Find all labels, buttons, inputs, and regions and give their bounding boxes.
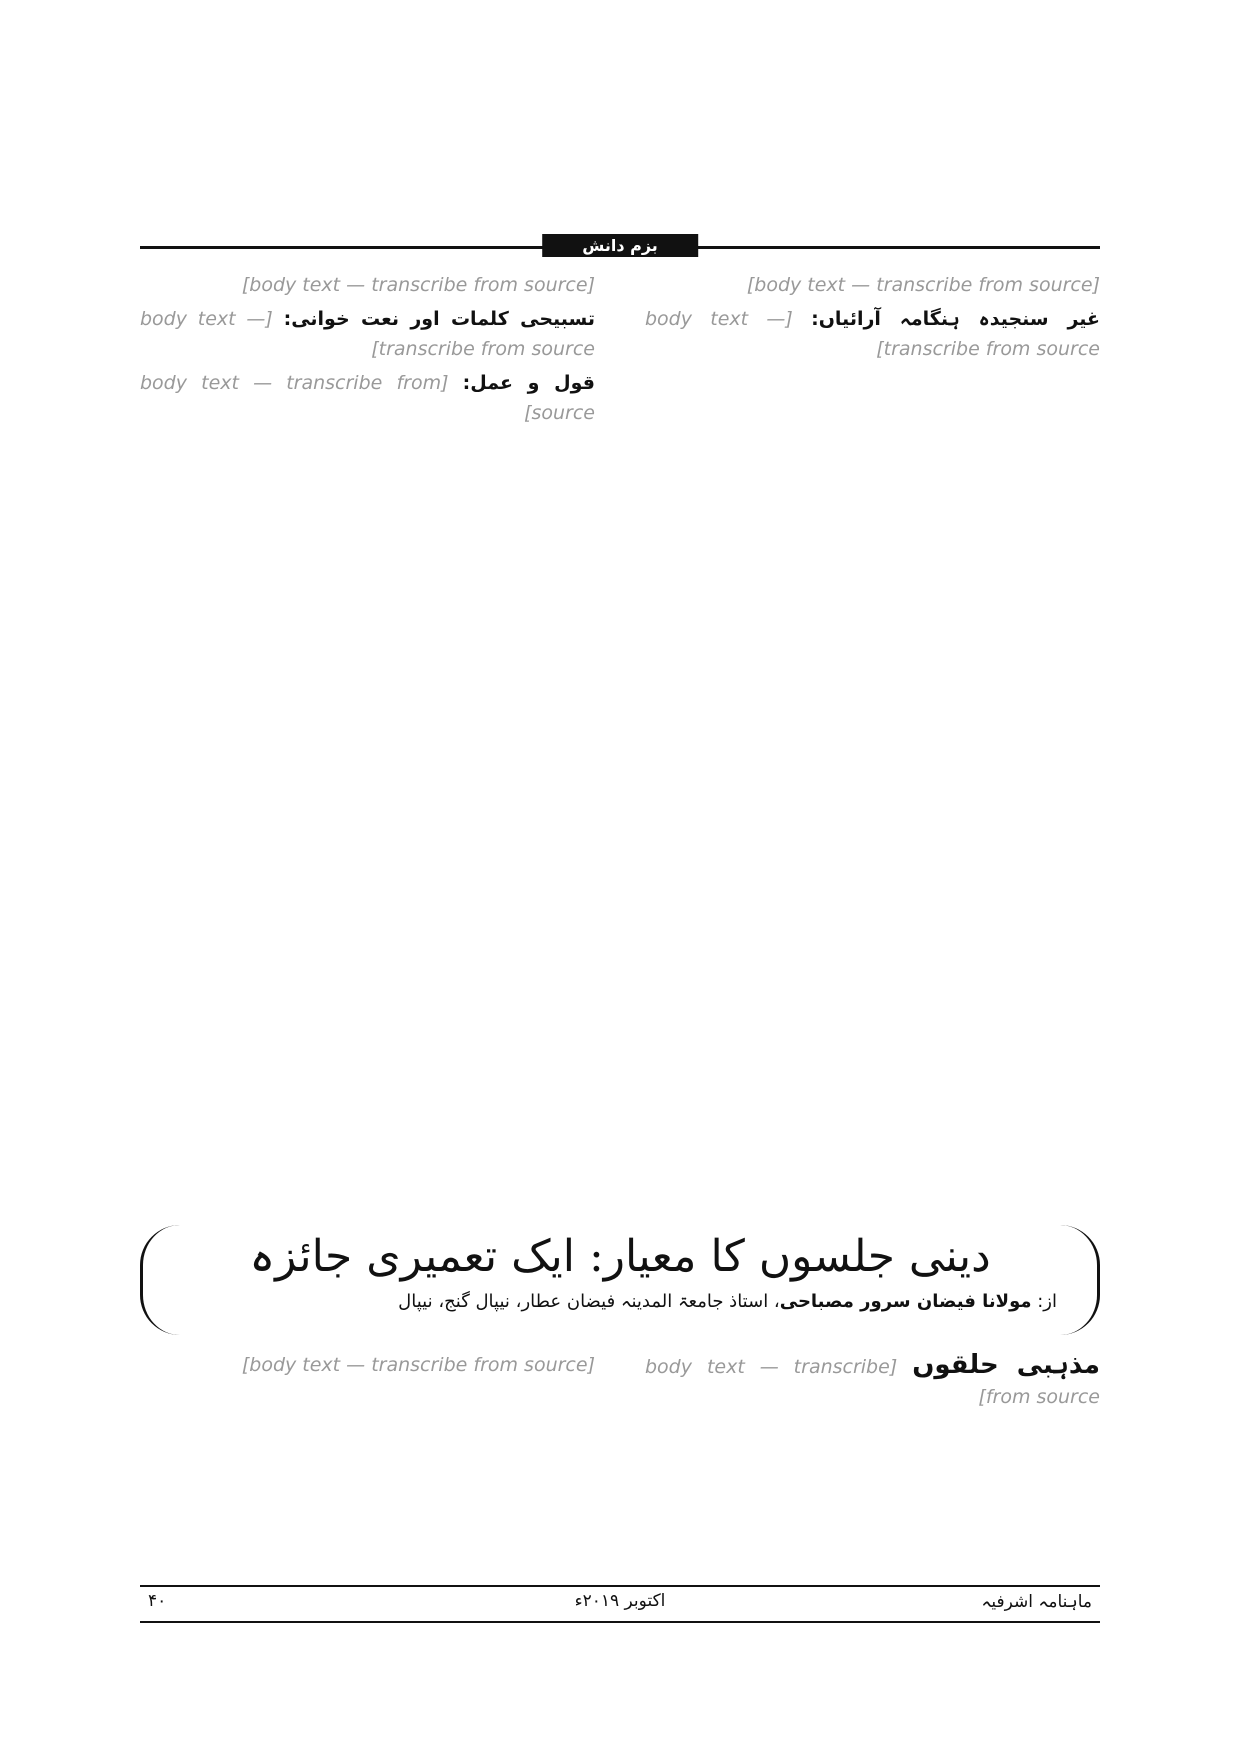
paragraph: [body text — transcribe from source] [140,308,595,360]
author-name: مولانا فیضان سرور مصباحی [779,1291,1032,1312]
article-body-right [645,1350,1100,1412]
paragraph: [body text — transcribe from source] [645,308,1100,360]
paragraph: [body text — transcribe from source] [241,274,595,296]
paragraph: [body text — transcribe from source] [241,1354,595,1376]
subhead: غیر سنجیدہ ہنگامہ آرائیاں: [811,308,1101,330]
byline: از: مولانا فیضان سرور مصباحی، استاذ جامعۃ المدینہ فیضان عطار، نیپال گنج، نیپال [398,1291,1057,1312]
article-title: دینی جلسوں کا معیار: ایک تعمیری جائزہ [249,1231,991,1282]
magazine-name: ماہنامہ اشرفیہ [981,1592,1092,1612]
subhead: قول و عمل: [462,372,596,394]
paragraph: [body text — transcribe from source] [746,274,1100,296]
left-column [140,270,595,432]
right-column [645,270,1100,368]
section-tab: بزم دانش [542,234,698,257]
lead-word: مذہبی حلقوں [912,1350,1100,1380]
issue-date: اکتوبر ۲۰۱۹ء [574,1591,666,1611]
author-affiliation: استاذ جامعۃ المدینہ فیضان عطار، نیپال گنج، نیپال [398,1291,769,1312]
byline-prefix: از: [1037,1291,1057,1312]
article-title-box [140,1225,1100,1335]
article-body-left [140,1350,595,1380]
page-footer [140,1585,1100,1623]
paragraph: [body text — transcribe from source] [140,372,595,424]
magazine-page [140,236,1101,1620]
page-number: ۴۰ [148,1591,167,1611]
paragraph: [body text — transcribe from source] [645,1356,1100,1408]
subhead: تسبیحی کلمات اور نعت خوانی: [283,308,595,330]
